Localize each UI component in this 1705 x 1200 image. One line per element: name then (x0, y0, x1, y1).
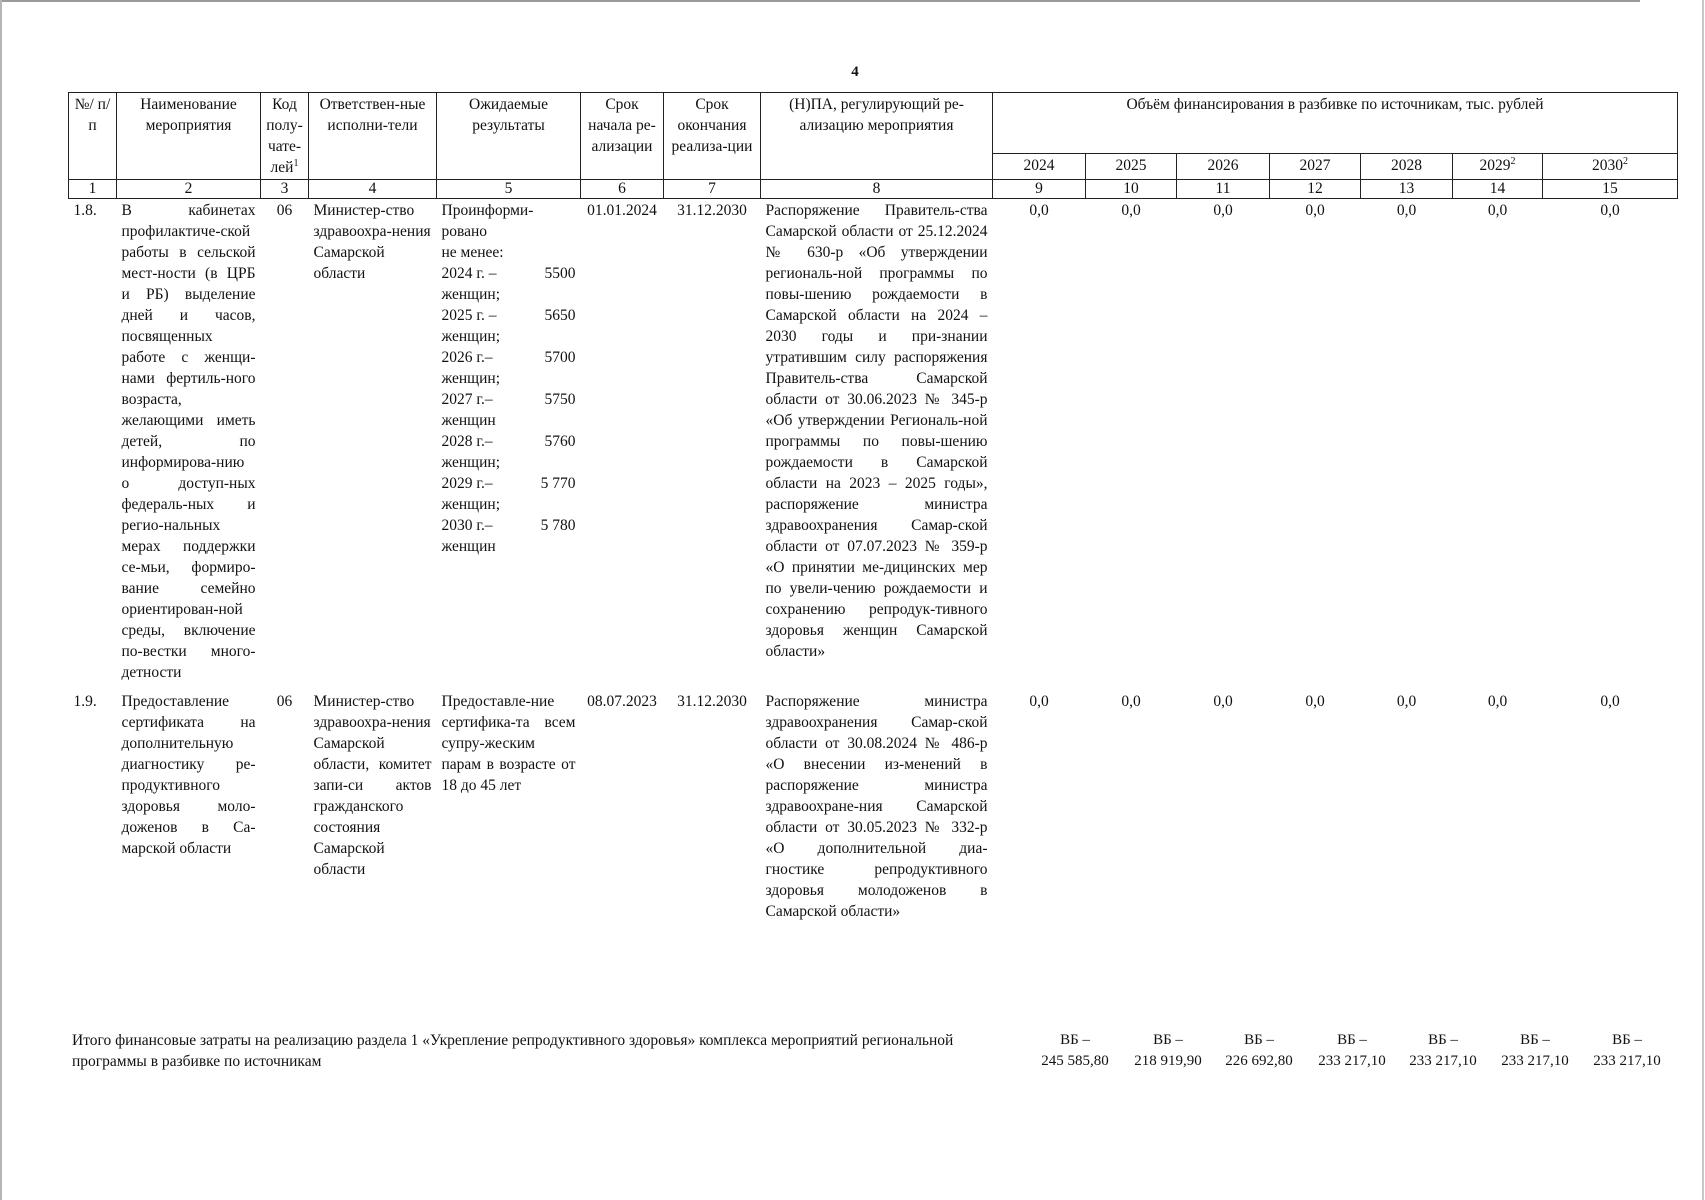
total-value-2030: ВБ – 233 217,10 (1593, 1032, 1661, 1069)
header-year-2025: 2025 (1086, 154, 1177, 180)
activity-name: В кабинетах профилактиче-ской работы в сельской мест-ности (в ЦРБ и РБ) выделение дней и часов, посвященных работе с женщи-нами фертиль-ного возраста, желающими иметь детей, по информирова-нию о доступ-ных федераль-ных и регио-нальных мерах поддержки се-мьи, формиро-вание семейно ориентирован-ной среды, включение по-вестки много-детности (121, 202, 256, 681)
table-row (69, 684, 1678, 923)
header-results: Ожидаемые результаты (437, 93, 581, 180)
header-year-2030: 2030$^2$ (1543, 154, 1678, 180)
header-year-2024: 2024 (993, 154, 1086, 180)
column-number: 2 (117, 180, 261, 199)
row-number: 1.8. (73, 202, 97, 219)
funding-value: 0,0 (1396, 693, 1417, 710)
header-year-2026: 2026 (1177, 154, 1270, 180)
header-start: Срок начала ре-ализации (581, 93, 664, 180)
column-number: 8 (761, 180, 993, 199)
header-code: Код полу-чате-лей$^1$ (261, 93, 309, 180)
result-year-line: 2027 г.– 5750 (441, 391, 576, 408)
activities-table (68, 92, 1678, 923)
column-number: 1 (69, 180, 117, 199)
activity-name: Предоставление сертификата на дополнительную диагностику ре-продуктивного здоровья моло-доженов в Са-марской области (121, 693, 256, 857)
column-number-row (69, 180, 1678, 199)
funding-value: 0,0 (1029, 693, 1049, 710)
result-unit: женщин; (441, 496, 501, 513)
column-number: 4 (309, 180, 437, 199)
funding-value: 0,0 (1396, 202, 1417, 219)
column-number: 9 (993, 180, 1086, 199)
header-name: Наименование мероприятия (117, 93, 261, 180)
funding-value: 0,0 (1213, 693, 1233, 710)
result-year-line: 2030 г.– 5 780 (441, 517, 576, 534)
executors: Министер-ство здравоохра-нения Самарской области, комитет запи-си актов гражданского состояния Самарской области (313, 693, 432, 878)
scan-edge-left (0, 0, 2, 1200)
funding-value: 0,0 (1487, 202, 1508, 219)
column-number: 14 (1453, 180, 1543, 199)
funding-value: 0,0 (1487, 693, 1508, 710)
result-year-line: 2029 г.– 5 770 (441, 475, 576, 492)
result-year-line: 2024 г. – 5500 (441, 265, 576, 282)
header-financing: Объём финансирования в разбивке по источникам, тыс. рублей (993, 93, 1678, 154)
result-year-line: 2026 г.– 5700 (441, 349, 576, 366)
total-value-2029: ВБ – 233 217,10 (1501, 1032, 1569, 1069)
total-value-2024: ВБ – 245 585,80 (1041, 1032, 1109, 1069)
expected-results (437, 199, 581, 685)
funding-value: 0,0 (1600, 693, 1620, 710)
results-intro: Проинформи- (441, 202, 534, 219)
table-row (69, 199, 1678, 685)
header-executors: Ответствен-ные исполни-тели (309, 93, 437, 180)
legal-act: Распоряжение министра здравоохранения Самар-ской области от 30.08.2024 № 486-р «О внесении из-менений в распоряжение министра здравоохране-ния Самарской области от 30.05.2023 № 332-р «О дополнительной диа-гностике репродуктивного здоровья молодоженов в Самарской области» (765, 693, 988, 920)
column-number: 15 (1543, 180, 1678, 199)
result-year-line: 2028 г.– 5760 (441, 433, 576, 450)
header-num: №/ п/п (69, 93, 117, 180)
legal-act: Распоряжение Правитель-ства Самарской области от 25.12.2024 № 630-р «Об утверждении региональ-ной программы по повы-шению рождаемости в Самарской области на 2024 – 2030 годы и при-знании утратившим силу распоряжения Правитель-ства Самарской области от 30.06.2023 № 345-р «Об утверждении Региональ-ной программы по повы-шению рождаемости в Самарской области на 2023 – 2025 годы», распоряжение министра здравоохранения Самар-ской области от 07.07.2023 № 359-р «О принятии ме-дицинских мер по увели-чению рождаемости и сохранению репродук-тивного здоровья женщин Самарской области» (765, 202, 988, 660)
header-year-2029: 2029$^2$ (1453, 154, 1543, 180)
column-number: 5 (437, 180, 581, 199)
total-value-2028: ВБ – 233 217,10 (1409, 1032, 1477, 1069)
header-row (69, 93, 1678, 154)
expected-results: Предоставле-ние сертифика-та всем супру-жеским парам в возрасте от 18 до 45 лет (441, 693, 576, 794)
result-unit: женщин (441, 412, 496, 429)
total-label: Итого финансовые затраты на реализацию раздела 1 «Укрепление репродуктивного здоровья» комплекса мероприятий региональной программы в разбивке по источникам (72, 1032, 954, 1070)
results-intro: не менее: (441, 244, 504, 261)
result-unit: женщин; (441, 370, 501, 387)
end-date: 31.12.2030 (677, 202, 747, 219)
funding-value: 0,0 (1305, 693, 1325, 710)
funding-value: 0,0 (1029, 202, 1049, 219)
result-unit: женщин; (441, 286, 501, 303)
executors: Министер-ство здравоохра-нения Самарской области (313, 202, 431, 282)
result-unit: женщин; (441, 328, 501, 345)
column-number: 3 (261, 180, 309, 199)
funding-value: 0,0 (1213, 202, 1233, 219)
scan-edge-right (1702, 0, 1704, 1200)
result-unit: женщин (441, 538, 496, 555)
row-number: 1.9. (73, 693, 97, 710)
start-date: 01.01.2024 (587, 202, 657, 219)
result-year-line: 2025 г. – 5650 (441, 307, 576, 324)
column-number: 7 (664, 180, 761, 199)
funding-value: 0,0 (1121, 202, 1141, 219)
column-number: 11 (1177, 180, 1270, 199)
funding-value: 0,0 (1600, 202, 1620, 219)
header-year-2027: 2027 (1270, 154, 1361, 180)
column-number: 12 (1270, 180, 1361, 199)
header-npa: (Н)ПА, регулирующий ре-ализацию мероприятия (761, 93, 993, 180)
end-date: 31.12.2030 (677, 693, 747, 710)
recipient-code: 06 (276, 202, 293, 219)
start-date: 08.07.2023 (587, 693, 657, 710)
scan-edge-top (0, 0, 1640, 2)
column-number: 10 (1086, 180, 1177, 199)
header-year-2028: 2028 (1361, 154, 1453, 180)
results-intro: ровано (441, 223, 488, 240)
result-unit: женщин; (441, 454, 501, 471)
total-value-2025: ВБ – 218 919,90 (1134, 1032, 1202, 1069)
column-number: 13 (1361, 180, 1453, 199)
total-value-2026: ВБ – 226 692,80 (1225, 1032, 1293, 1069)
funding-value: 0,0 (1305, 202, 1325, 219)
total-value-2027: ВБ – 233 217,10 (1318, 1032, 1386, 1069)
header-end: Срок окончания реализа-ции (664, 93, 761, 180)
page-number: 4 (851, 64, 859, 80)
column-number: 6 (581, 180, 664, 199)
funding-value: 0,0 (1121, 693, 1141, 710)
recipient-code: 06 (276, 693, 293, 710)
